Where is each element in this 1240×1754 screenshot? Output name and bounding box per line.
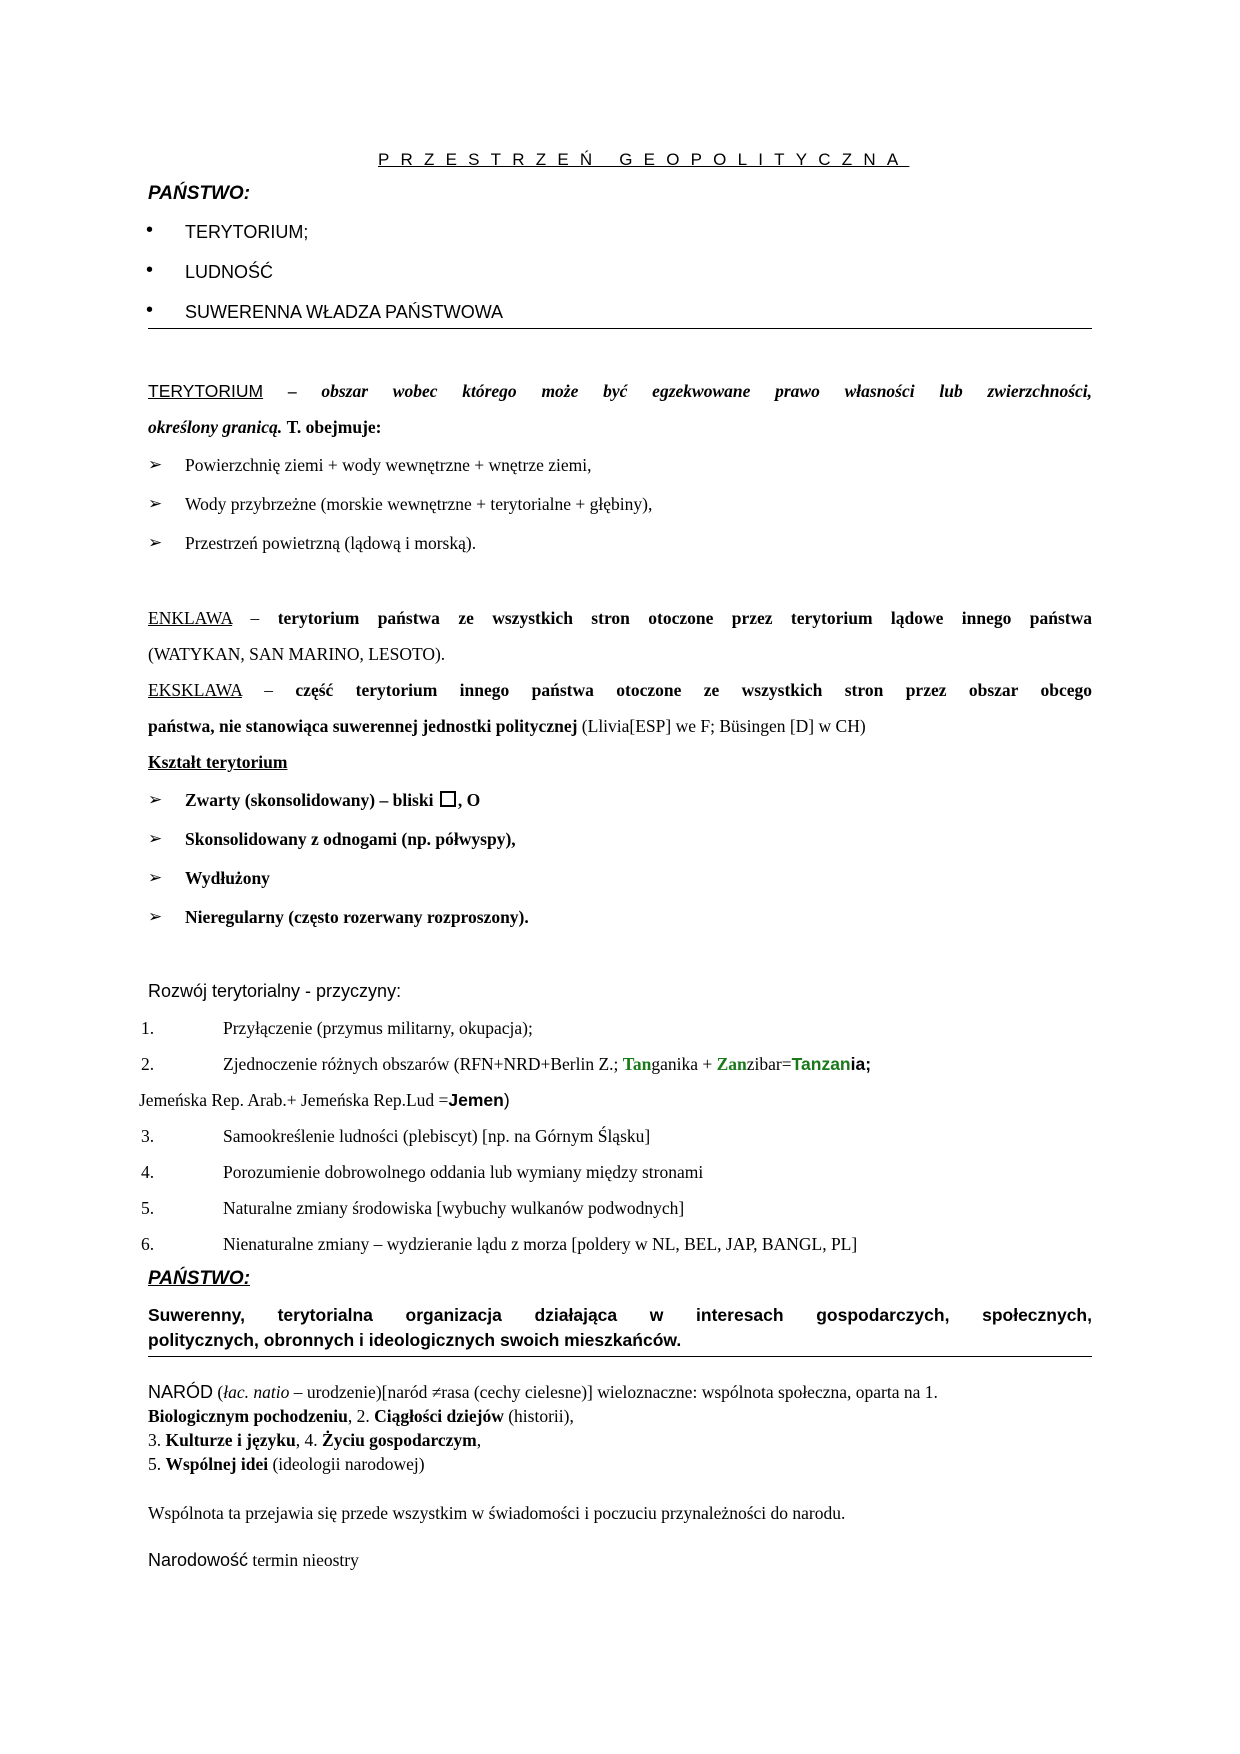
term-narodowosc: Narodowość (148, 1550, 249, 1570)
list-item: Powierzchnię ziemi + wody wewnętrzne + wnętrze ziemi, (185, 455, 592, 475)
term-eksklawa: EKSKLAWA (148, 680, 242, 700)
arrow-bullet-icon: ➢ (148, 868, 163, 887)
divider (148, 1356, 1092, 1357)
list-item: LUDNOŚĆ (185, 262, 274, 282)
list-number: 2. (141, 1054, 155, 1074)
list-item: Porozumienie dobrowolnego oddania lub wymiany między stronami (223, 1162, 704, 1182)
bullet-icon: • (146, 299, 154, 321)
list-item: TERYTORIUM; (185, 222, 309, 242)
list-item: Naturalne zmiany środowiska [wybuchy wulkanów podwodnych] (223, 1198, 685, 1218)
narod-line-2: Biologicznym pochodzeniu, 2. Ciągłości dziejów (historii), (148, 1406, 574, 1426)
enklawa-definition: ENKLAWA – terytorium państwa ze wszystkich stron otoczone przez terytorium lądowe innego państwa (148, 608, 1093, 628)
list-number: 5. (141, 1198, 155, 1218)
list-item: Wydłużony (185, 868, 270, 888)
arrow-bullet-icon: ➢ (148, 790, 163, 809)
list-item: Wody przybrzeżne (morskie wewnętrzne + terytorialne + głębiny), (185, 494, 653, 514)
term-narod: NARÓD (148, 1382, 214, 1402)
list-item: Przestrzeń powietrzną (lądową i morską). (185, 533, 477, 553)
list-item: Nieregularny (często rozerwany rozproszony). (185, 907, 529, 927)
enklawa-examples: (WATYKAN, SAN MARINO, LESOTO). (148, 644, 446, 664)
arrow-bullet-icon: ➢ (148, 829, 163, 848)
list-number: 6. (141, 1234, 155, 1254)
ksztalt-heading: Kształt terytorium (148, 752, 288, 772)
list-item: Skonsolidowany z odnogami (np. półwyspy), (185, 829, 516, 849)
section-heading-panstwo-2: PAŃSTWO: (148, 1268, 251, 1289)
narodowosc-line: Narodowość termin nieostry (148, 1550, 359, 1570)
arrow-bullet-icon: ➢ (148, 455, 163, 474)
eksklawa-definition-cont: państwa, nie stanowiąca suwerennej jednostki politycznej (Llivia[ESP] we F; Büsingen [D] w CH) (148, 716, 866, 736)
list-item: SUWERENNA WŁADZA PAŃSTWOWA (185, 302, 504, 322)
arrow-bullet-icon: ➢ (148, 533, 163, 552)
list-item: Przyłączenie (przymus militarny, okupacja); (223, 1018, 533, 1038)
divider (148, 328, 1092, 329)
eksklawa-definition: EKSKLAWA – część terytorium innego państwa otoczone ze wszystkich stron przez obszar obcego (148, 680, 1093, 700)
list-item: Nienaturalne zmiany – wydzieranie lądu z morza [poldery w NL, BEL, JAP, BANGL, PL] (223, 1234, 858, 1254)
narod-summary: Wspólnota ta przejawia się przede wszystkim w świadomości i poczuciu przynależności do narodu. (148, 1503, 846, 1523)
list-number: 3. (141, 1126, 155, 1146)
terytorium-definition: TERYTORIUM – obszar wobec którego może być egzekwowane prawo własności lub zwierzchności, (148, 381, 1093, 401)
term-terytorium: TERYTORIUM (148, 381, 264, 401)
list-item-cont: Jemeńska Rep. Arab.+ Jemeńska Rep.Lud =Jemen) (139, 1090, 510, 1110)
terytorium-definition-cont: określony granicą. T. obejmuje: (148, 417, 382, 437)
narod-line-3: 3. Kulturze i języku, 4. Życiu gospodarczym, (148, 1430, 482, 1450)
term-enklawa: ENKLAWA (148, 608, 233, 628)
panstwo-definition-cont: politycznych, obronnych i ideologicznych swoich mieszkańców. (148, 1330, 682, 1350)
arrow-bullet-icon: ➢ (148, 494, 163, 513)
list-item: Zjednoczenie różnych obszarów (RFN+NRD+Berlin Z.; Tanganika + Zanzibar=Tanzania; (223, 1054, 872, 1074)
list-item: Zwarty (skonsolidowany) – bliski , O (185, 790, 481, 810)
section-heading-panstwo: PAŃSTWO: (148, 183, 251, 204)
panstwo-definition: Suwerenny, terytorialna organizacja działająca w interesach gospodarczych, społecznych, (148, 1305, 1092, 1325)
list-number: 1. (141, 1018, 155, 1038)
list-number: 4. (141, 1162, 155, 1182)
square-shape-icon (440, 791, 456, 807)
arrow-bullet-icon: ➢ (148, 907, 163, 926)
rozwoj-heading: Rozwój terytorialny - przyczyny: (148, 981, 402, 1001)
bullet-icon: • (146, 219, 154, 241)
list-item: Samookreślenie ludności (plebiscyt) [np. na Górnym Śląsku] (223, 1126, 651, 1146)
narod-line-4: 5. Wspólnej idei (ideologii narodowej) (148, 1454, 425, 1474)
page-title: PRZESTRZEŃ GEOPOLITYCZNA (378, 150, 910, 169)
narod-definition: NARÓD (łac. natio – urodzenie)[naród ≠rasa (cechy cielesne)] wieloznaczne: wspólnota społeczna, oparta na 1. (148, 1382, 938, 1402)
bullet-icon: • (146, 259, 154, 281)
